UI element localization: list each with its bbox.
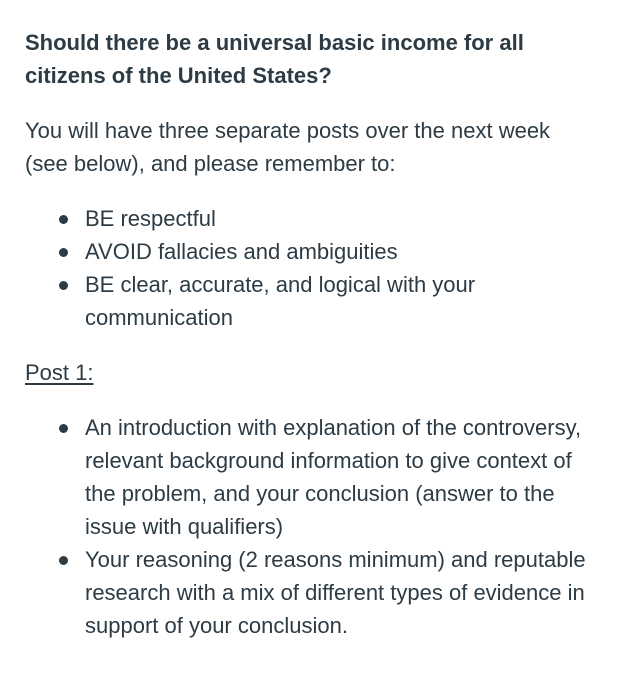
list-item-text: BE clear, accurate, and logical with your communication [85,272,476,330]
bullet-icon [59,556,68,565]
post-1-heading: Post 1: [25,360,94,385]
list-item [25,202,625,235]
discussion-question-heading: Should there be a universal basic income for all citizens of the United States? [25,30,524,88]
bullet-icon [59,281,68,290]
list-item [25,235,625,268]
bullet-icon [59,215,68,224]
list-item-text: An introduction with explanation of the controversy, relevant background information to give context of the problem, and your conclusion (answer to the issue with qualifiers) [85,415,582,539]
intro-paragraph: You will have three separate posts over the next week (see below), and please remember to: [25,118,551,176]
list-item [25,268,625,334]
list-item [25,543,625,642]
list-item-text: Your reasoning (2 reasons minimum) and reputable research with a mix of different types of evidence in support of your conclusion. [85,547,586,638]
rules-list [25,202,625,334]
bullet-icon [59,248,68,257]
list-item-text: AVOID fallacies and ambiguities [85,239,398,264]
list-item-text: BE respectful [85,206,216,231]
post-1-requirements-list [25,411,625,642]
bullet-icon [59,424,68,433]
list-item [25,411,625,543]
